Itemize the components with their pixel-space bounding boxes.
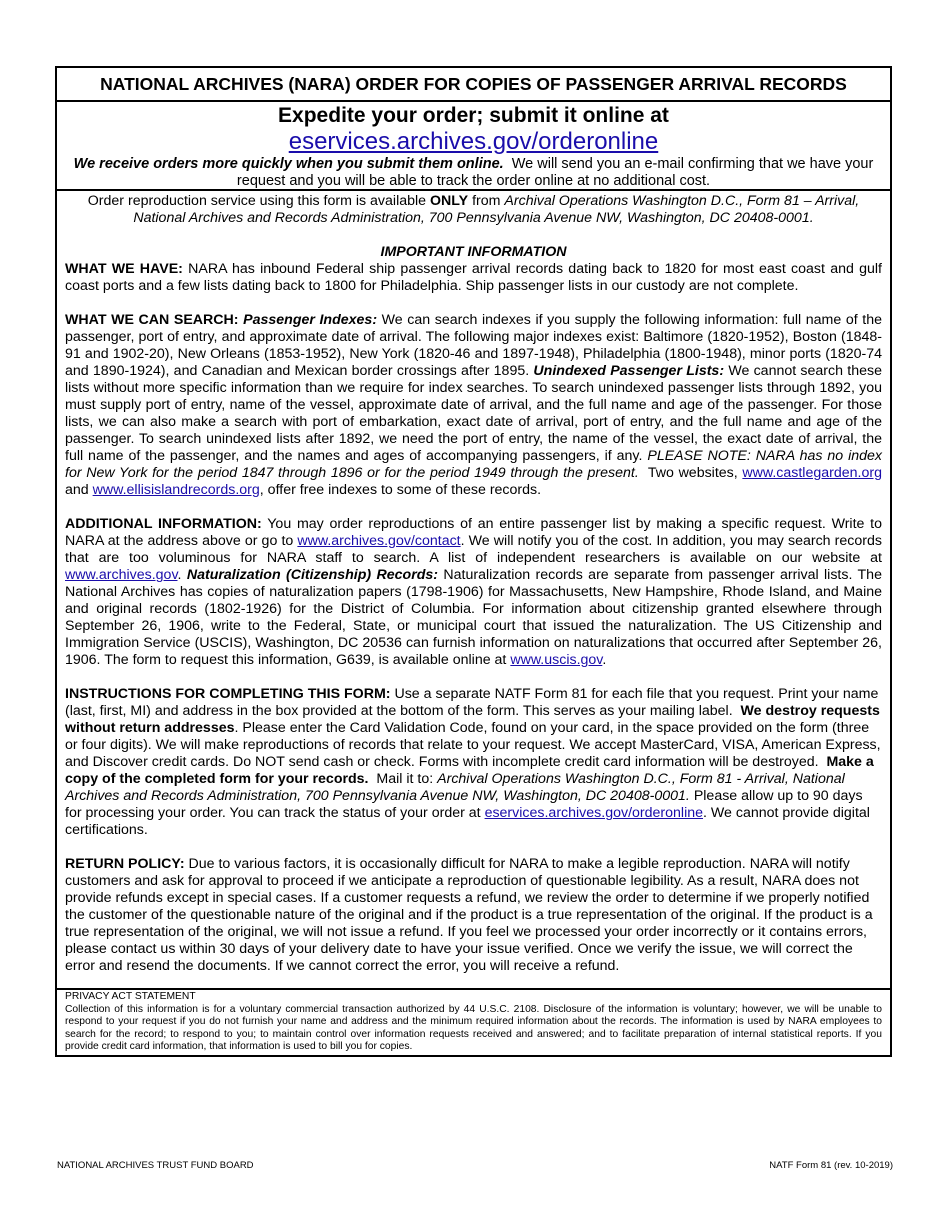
what-we-can-search-paragraph: WHAT WE CAN SEARCH: Passenger Indexes: We can search indexes if you supply the following information: full name of the passenger, port of entry, and approximate date of arrival. The following major indexes exist: Baltimore (1820-1952), Boston (1848-91 and 1902-20), New Orleans (1853-1952), New York (1820-46 and 1897-1948), Philadelphia (1800-1948), minor ports (1820-74 and 1890-1924), and Canadian and Mexican border crossings after 1895. Unindexed Passenger Lists: We cannot search these lists without more specific information than we require for index searches. To search unindexed passenger lists through 1892, you must supply port of entry, name of the vessel, approximate date of arrival, and the full name and age of the passenger. For those lists, we can also make a search with port of embarkation, exact date of arrival, port of entry, and the full name and age of the passenger. To search unindexed lists after 1892, we need the port of entry, the name of the vessel, the exact date of arrival, the full name of the passenger, and the names and ages of accompanying passengers, if any. PLEASE NOTE: NARA has no index for New York for the period 1847 through 1896 or for the period 1949 through the present. Two websites, www.castlegarden.org and www.ellisislandrecords.org, offer free indexes to some of these records. [65, 312, 883, 498]
privacy-text: Collection of this information is for a voluntary commercial transaction authorized by 44 U.S.C. 2108. Disclosure of the information is voluntary; however, we will be unable to respond to your request if you do not furnish your name and address and the minimum required information about the records. The information is used by NARA employees to search for the record; to respond to you; to maintain control over information requests received and answered; and to facilitate preparation of internal statistical reports. If you provide credit card information, that information is used to bill you for copies. [65, 1003, 882, 1052]
return-policy-paragraph: RETURN POLICY: Due to various factors, it is occasionally difficult for NARA to make a legible reproduction. NARA will notify customers and ask for approval to proceed if we anticipate a reproduction of questionable legibility. As a result, NARA does not provide refunds except in special cases. If a customer requests a refund, we review the order to determine if we properly notified the customer of the questionable nature of the original and if the product is a true representation of the original. If the product is a true representation of the original, we will not issue a refund. If you feel we processed your order incorrectly or it contains errors, please contact us within 30 days of your delivery date to have your issue verified. Once we verify the issue, we will correct the error and resend the documents. If we cannot correct the error, you will receive a refund. [65, 856, 873, 974]
availability-note: Order reproduction service using this form is available ONLY from Archival Operations Washington D.C., Form 81 – Arrival, National Archives and Records Administration, 700 Pennsylvania Avenue NW, Washington, DC 20408-0001. [87, 193, 860, 226]
expedite-section [57, 102, 890, 191]
expedite-heading: Expedite your order; submit it online at [278, 104, 669, 127]
order-form [55, 66, 892, 1057]
order-online-link-2[interactable]: eservices.archives.gov/orderonline [484, 805, 704, 821]
castlegarden-link[interactable]: www.castlegarden.org [742, 465, 882, 481]
order-online-link[interactable]: eservices.archives.gov/orderonline [288, 128, 659, 155]
important-heading: IMPORTANT INFORMATION [380, 244, 567, 260]
expedite-text: We receive orders more quickly when you submit them online. We will send you an e-mail confirming that we have your request and you will be able to track the order online at no additional cost. [73, 156, 874, 189]
additional-info-paragraph: ADDITIONAL INFORMATION: You may order reproductions of an entire passenger list by making a specific request. Write to NARA at the address above or go to www.archives.gov/contact. We will notify you of the cost. In addition, you may search records that are too voluminous for NARA staff to search. A list of independent researchers is available on our website at www.archives.gov. Naturalization (Citizenship) Records: Naturalization records are separate from passenger arrival lists. The National Archives has copies of naturalization papers (1798-1906) for Massachusetts, New Hampshire, Rhode Island, and Maine and original records (1802-1926) for the District of Columbia. For information about citizenship granted elsewhere through September 26, 1906, write to the Federal, State, or municipal court that issued the naturalization. The US Citizenship and Immigration Service (USCIS), Washington, DC 20536 can furnish information on naturalizations that occurred after September 26, 1906. The form to request this information, G639, is available online at www.uscis.gov. [65, 516, 882, 668]
ellisisland-link[interactable]: www.ellisislandrecords.org [92, 482, 260, 498]
footer-agency: NATIONAL ARCHIVES TRUST FUND BOARD [57, 1160, 254, 1171]
form-title: NATIONAL ARCHIVES (NARA) ORDER FOR COPIES OF PASSENGER ARRIVAL RECORDS [57, 68, 890, 102]
uscis-link[interactable]: www.uscis.gov [510, 652, 603, 668]
footer-form-number: NATF Form 81 (rev. 10-2019) [769, 1160, 893, 1171]
what-we-have-paragraph: WHAT WE HAVE: NARA has inbound Federal ship passenger arrival records dating back to 1820 for most east coast and gulf coast ports and a few lists dating back to 1800 for Philadelphia. Ship passenger lists in our custody are not complete. [65, 261, 882, 294]
form-body [57, 191, 890, 975]
archives-link[interactable]: www.archives.gov [65, 567, 178, 583]
archives-contact-link[interactable]: www.archives.gov/contact [297, 533, 461, 549]
instructions-paragraph: INSTRUCTIONS FOR COMPLETING THIS FORM: Use a separate NATF Form 81 for each file that you request. Print your name (last, first, MI) and address in the box provided at the bottom of the form. This serves as your mailing label. We destroy requests without return addresses. Please enter the Card Validation Code, found on your card, in the space provided on the form (three or four digits). We will make reproductions of records that relate to your request. We accept MasterCard, VISA, American Express, and Discover credit cards. Do NOT send cash or check. Forms with incomplete credit card information will be destroyed. Make a copy of the completed form for your records. Mail it to: Archival Operations Washington D.C., Form 81 - Arrival, National Archives and Records Administration, 700 Pennsylvania Avenue NW, Washington, DC 20408-0001. Please allow up to 90 days for processing your order. You can track the status of your order at eservices.archives.gov/orderonline. We cannot provide digital certifications. [65, 686, 881, 838]
privacy-act-statement [57, 988, 890, 1054]
privacy-heading: PRIVACY ACT STATEMENT [65, 991, 196, 1002]
